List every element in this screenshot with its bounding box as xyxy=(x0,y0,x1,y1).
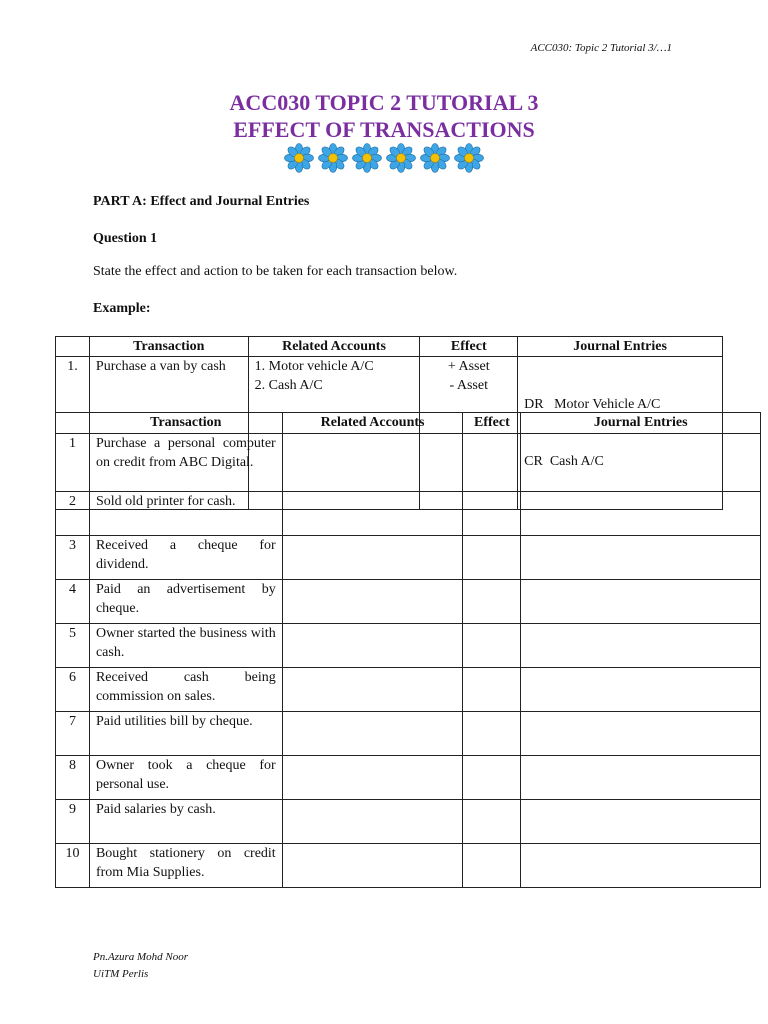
table-row xyxy=(56,492,761,536)
part-a-heading: PART A: Effect and Journal Entries xyxy=(93,194,310,209)
effect-answer-cell[interactable] xyxy=(463,624,521,668)
transaction-cell: Received a cheque for dividend. xyxy=(89,536,282,580)
transaction-cell: Paid utilities bill by cheque. xyxy=(89,712,282,756)
header-cell-effect: Effect xyxy=(463,413,521,434)
header-cell-accounts: Related Accounts xyxy=(248,337,420,357)
transaction-cell: Purchase a van by cash xyxy=(89,357,248,510)
header-cell-transaction: Transaction xyxy=(89,413,282,434)
document-subtitle: EFFECT OF TRANSACTIONS xyxy=(233,117,535,142)
row-number: 6 xyxy=(56,668,90,712)
effect-answer-cell[interactable] xyxy=(463,668,521,712)
transaction-cell: Received cash being commission on sales. xyxy=(89,668,282,712)
question-heading: Question 1 xyxy=(93,231,158,246)
accounts-answer-cell[interactable] xyxy=(282,580,463,624)
row-number: 1. xyxy=(56,357,90,510)
row-number: 9 xyxy=(56,800,90,844)
row-number: 5 xyxy=(56,624,90,668)
accounts-answer-cell[interactable] xyxy=(282,712,463,756)
header-cell-effect: Effect xyxy=(420,337,518,357)
effect-answer-cell[interactable] xyxy=(463,536,521,580)
transaction-cell: Owner took a cheque for personal use. xyxy=(89,756,282,800)
accounts-answer-cell[interactable] xyxy=(282,492,463,536)
transaction-cell: Bought stationery on credit from Mia Supplies. xyxy=(89,844,282,888)
blue-flower-icon xyxy=(351,143,383,173)
effect-answer-cell[interactable] xyxy=(463,756,521,800)
table-row xyxy=(56,756,761,800)
transaction-cell: Paid salaries by cash. xyxy=(89,800,282,844)
accounts-answer-cell[interactable] xyxy=(282,844,463,888)
journal-answer-cell[interactable] xyxy=(521,800,761,844)
header-cell-journal: Journal Entries xyxy=(521,413,761,434)
table-row xyxy=(56,434,761,492)
blue-flower-icon xyxy=(453,143,485,173)
example-table-header xyxy=(56,337,723,357)
effect-answer-cell[interactable] xyxy=(463,800,521,844)
header-cell-number xyxy=(56,413,90,434)
effect-answer-cell[interactable] xyxy=(463,434,521,492)
blue-flower-icon xyxy=(283,143,315,173)
effect-line: - Asset xyxy=(449,378,488,393)
row-number: 4 xyxy=(56,580,90,624)
effect-answer-cell[interactable] xyxy=(463,844,521,888)
row-number: 7 xyxy=(56,712,90,756)
blue-flower-icon xyxy=(385,143,417,173)
journal-line-debit: DR Motor Vehicle A/C xyxy=(524,397,661,412)
table-row xyxy=(56,536,761,580)
header-cell-journal: Journal Entries xyxy=(518,337,723,357)
effect-answer-cell[interactable] xyxy=(463,712,521,756)
accounts-answer-cell[interactable] xyxy=(282,536,463,580)
journal-answer-cell[interactable] xyxy=(521,756,761,800)
header-cell-transaction: Transaction xyxy=(89,337,248,357)
transaction-cell: Paid an advertisement by cheque. xyxy=(89,580,282,624)
effect-answer-cell[interactable] xyxy=(463,580,521,624)
transaction-cell: Sold old printer for cash. xyxy=(89,492,282,536)
journal-line-credit: CR Cash A/C xyxy=(524,454,604,469)
journal-answer-cell[interactable] xyxy=(521,580,761,624)
transaction-cell: Owner started the business with cash. xyxy=(89,624,282,668)
accounts-answer-cell[interactable] xyxy=(282,434,463,492)
header-cell-accounts: Related Accounts xyxy=(282,413,463,434)
header-cell-number xyxy=(56,337,90,357)
blue-flower-icon xyxy=(317,143,349,173)
table-row xyxy=(56,712,761,756)
journal-answer-cell[interactable] xyxy=(521,536,761,580)
footer-institution: UiTM Perlis xyxy=(93,968,149,980)
journal-answer-cell[interactable] xyxy=(521,844,761,888)
account-line: 1. Motor vehicle A/C xyxy=(254,359,374,374)
example-label: Example: xyxy=(93,301,151,316)
document-title: ACC030 TOPIC 2 TUTORIAL 3 xyxy=(229,90,539,115)
row-number: 8 xyxy=(56,756,90,800)
flower-decoration xyxy=(0,143,768,173)
table-row xyxy=(56,800,761,844)
footer-author: Pn.Azura Mohd Noor xyxy=(93,951,189,963)
table-row xyxy=(56,580,761,624)
journal-answer-cell[interactable] xyxy=(521,624,761,668)
journal-answer-cell[interactable] xyxy=(521,492,761,536)
row-number: 1 xyxy=(56,434,90,492)
journal-answer-cell[interactable] xyxy=(521,668,761,712)
table-row xyxy=(56,844,761,888)
table-row xyxy=(56,624,761,668)
running-header: ACC030: Topic 2 Tutorial 3/…1 xyxy=(530,42,672,54)
accounts-answer-cell[interactable] xyxy=(282,668,463,712)
row-number: 3 xyxy=(56,536,90,580)
accounts-answer-cell[interactable] xyxy=(282,756,463,800)
accounts-answer-cell[interactable] xyxy=(282,800,463,844)
account-line: 2. Cash A/C xyxy=(254,378,323,393)
accounts-answer-cell[interactable] xyxy=(282,624,463,668)
journal-answer-cell[interactable] xyxy=(521,712,761,756)
row-number: 10 xyxy=(56,844,90,888)
effect-line: + Asset xyxy=(447,359,490,374)
table-row xyxy=(56,668,761,712)
journal-answer-cell[interactable] xyxy=(521,434,761,492)
transaction-cell: Purchase a personal computer on credit from ABC Digital. xyxy=(89,434,282,492)
effect-answer-cell[interactable] xyxy=(463,492,521,536)
row-number: 2 xyxy=(56,492,90,536)
blue-flower-icon xyxy=(419,143,451,173)
instruction-text: State the effect and action to be taken for each transaction below. xyxy=(93,264,458,279)
transactions-table xyxy=(55,412,761,888)
transactions-table-header xyxy=(56,413,761,434)
